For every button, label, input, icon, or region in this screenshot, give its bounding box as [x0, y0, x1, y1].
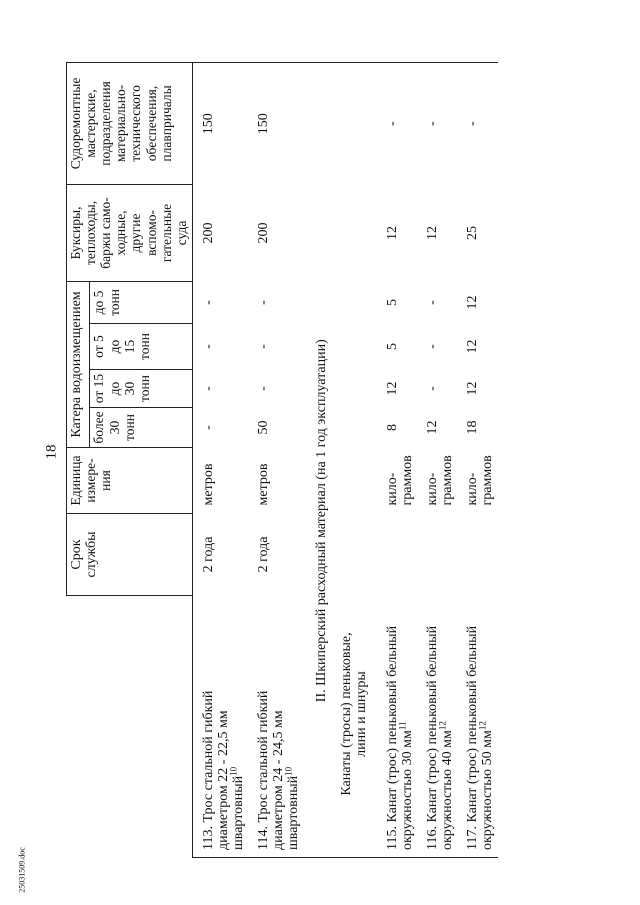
value-cell: -	[200, 344, 216, 349]
item-name	[201, 599, 246, 855]
item-name-text: Трос стальной гибкий диаметром 22 - 22,5 мм швартовный	[200, 690, 247, 850]
item-name-text: Канат (трос) пеньковый бельный окружностью 30 мм	[384, 625, 415, 850]
value-cell: 200	[200, 222, 216, 244]
table-row-117	[457, 62, 497, 857]
value-cell: 50	[256, 420, 272, 435]
section-title-row	[304, 62, 337, 857]
service-life-cell: 2 года	[256, 536, 272, 573]
value-cell: 12	[425, 420, 441, 435]
value-cell: -	[200, 425, 216, 430]
value-cell: 12	[384, 225, 400, 240]
table-row-116	[417, 62, 457, 857]
unit-cell: метров	[200, 463, 216, 506]
section-title: II. Шкиперский расходный материал (на 1 год эксплуатации)	[304, 184, 337, 857]
header-boats-over30	[90, 408, 192, 448]
value-cell: 12	[465, 381, 481, 396]
item-name	[425, 599, 455, 855]
service-life-cell	[379, 514, 417, 596]
value-cell: 150	[248, 62, 303, 184]
materials-table	[66, 62, 498, 858]
footnote-ref: 12	[477, 721, 488, 731]
item-number: 116.	[425, 826, 441, 850]
header-boats-15-30	[90, 370, 192, 408]
header-repair-text: Судоремонтные мастерские, подразделения материально- технического обеспечения, плавпричалы	[68, 77, 174, 170]
group-title-cell	[337, 184, 379, 857]
value-cell: 12	[384, 381, 400, 396]
header-boats-15-30-text: от 15 до 30 тонн	[91, 373, 152, 404]
item-name-cell	[248, 596, 303, 858]
header-service-life	[67, 514, 193, 596]
header-boats-5-15-text: от 5 до 15 тонн	[91, 333, 152, 360]
value-cell: 200	[256, 222, 272, 244]
header-blank-cell	[67, 596, 193, 858]
value-cell: -	[457, 62, 497, 184]
header-tugs	[67, 184, 193, 281]
value-cell: -	[256, 344, 272, 349]
value-cell: 18	[465, 420, 481, 435]
item-name-cell	[417, 596, 457, 858]
table-row-113	[192, 62, 248, 857]
item-name-text: Канат (трос) пеньковый бельный окружностью 40 мм	[425, 625, 456, 850]
header-unit	[67, 448, 193, 514]
item-name-cell	[379, 596, 417, 858]
header-tugs-text: Буксиры, теплоходы, баржи само- ходные, другие вспомо- гательные суда	[68, 197, 189, 269]
item-number: 113.	[200, 826, 216, 850]
value-cell: -	[256, 386, 272, 391]
item-name-text: Канат (трос) пеньковый бельный окружностью 50 мм	[465, 625, 496, 850]
value-cell: -	[425, 344, 441, 349]
section-title-spacer	[304, 62, 337, 184]
value-cell: -	[200, 386, 216, 391]
unit-cell: метров	[256, 463, 272, 506]
header-service-life-text: Срок службы	[69, 531, 100, 578]
item-number: 115.	[384, 826, 400, 850]
table-header-row-1	[67, 62, 90, 857]
item-name-text: Трос стальной гибкий диаметром 24 - 24,5 мм швартовный	[256, 690, 302, 850]
group-title-spacer	[337, 62, 379, 184]
item-name	[385, 599, 415, 855]
service-life-cell: 2 года	[200, 536, 216, 573]
value-cell: -	[256, 300, 272, 305]
item-name	[256, 599, 301, 855]
service-life-cell	[457, 514, 497, 596]
item-name	[465, 599, 495, 855]
value-cell: 12	[425, 225, 441, 240]
unit-cell: кило- граммов	[425, 455, 456, 506]
header-boats-upto5-text: до 5 тонн	[91, 289, 122, 316]
item-number: 114.	[256, 826, 272, 850]
value-cell: 12	[465, 295, 481, 310]
value-cell: 150	[192, 62, 248, 184]
rotated-page	[66, 58, 640, 858]
value-cell: -	[425, 386, 441, 391]
item-number: 117.	[465, 826, 481, 850]
value-cell: 5	[384, 343, 400, 350]
value-cell: -	[425, 300, 441, 305]
table-row-114	[248, 62, 303, 857]
header-unit-text: Единица измере- ния	[68, 455, 114, 506]
footer-filename: 25031509.doc	[17, 847, 27, 893]
header-boats-group	[67, 281, 90, 447]
header-boats-group-text: Катера водоизмещением	[69, 291, 84, 438]
footnote-ref: 10	[283, 766, 294, 776]
footnote-ref: 12	[437, 721, 448, 731]
group-title-row	[337, 62, 379, 857]
unit-cell: кило- граммов	[465, 455, 496, 506]
header-boats-over30-text: более 30 тонн	[91, 411, 137, 444]
page-number: 18	[43, 444, 60, 460]
group-title: Канаты (тросы) пеньковые, лини и шнуры	[338, 632, 369, 796]
table-row-115	[379, 62, 417, 857]
value-cell: 25	[465, 225, 481, 240]
header-repair	[67, 62, 193, 184]
service-life-cell	[417, 514, 457, 596]
value-cell: -	[417, 62, 457, 184]
value-cell: -	[379, 62, 417, 184]
item-name-cell	[457, 596, 497, 858]
value-cell: 5	[384, 298, 400, 306]
value-cell: 8	[384, 424, 400, 431]
header-boats-5-15	[90, 324, 192, 370]
header-boats-upto5	[90, 281, 192, 323]
unit-cell: кило- граммов	[384, 455, 415, 506]
footnote-ref: 11	[397, 721, 408, 731]
footnote-ref: 10	[228, 766, 239, 776]
value-cell: 12	[465, 339, 481, 354]
value-cell: -	[200, 300, 216, 305]
item-name-cell	[192, 596, 248, 858]
